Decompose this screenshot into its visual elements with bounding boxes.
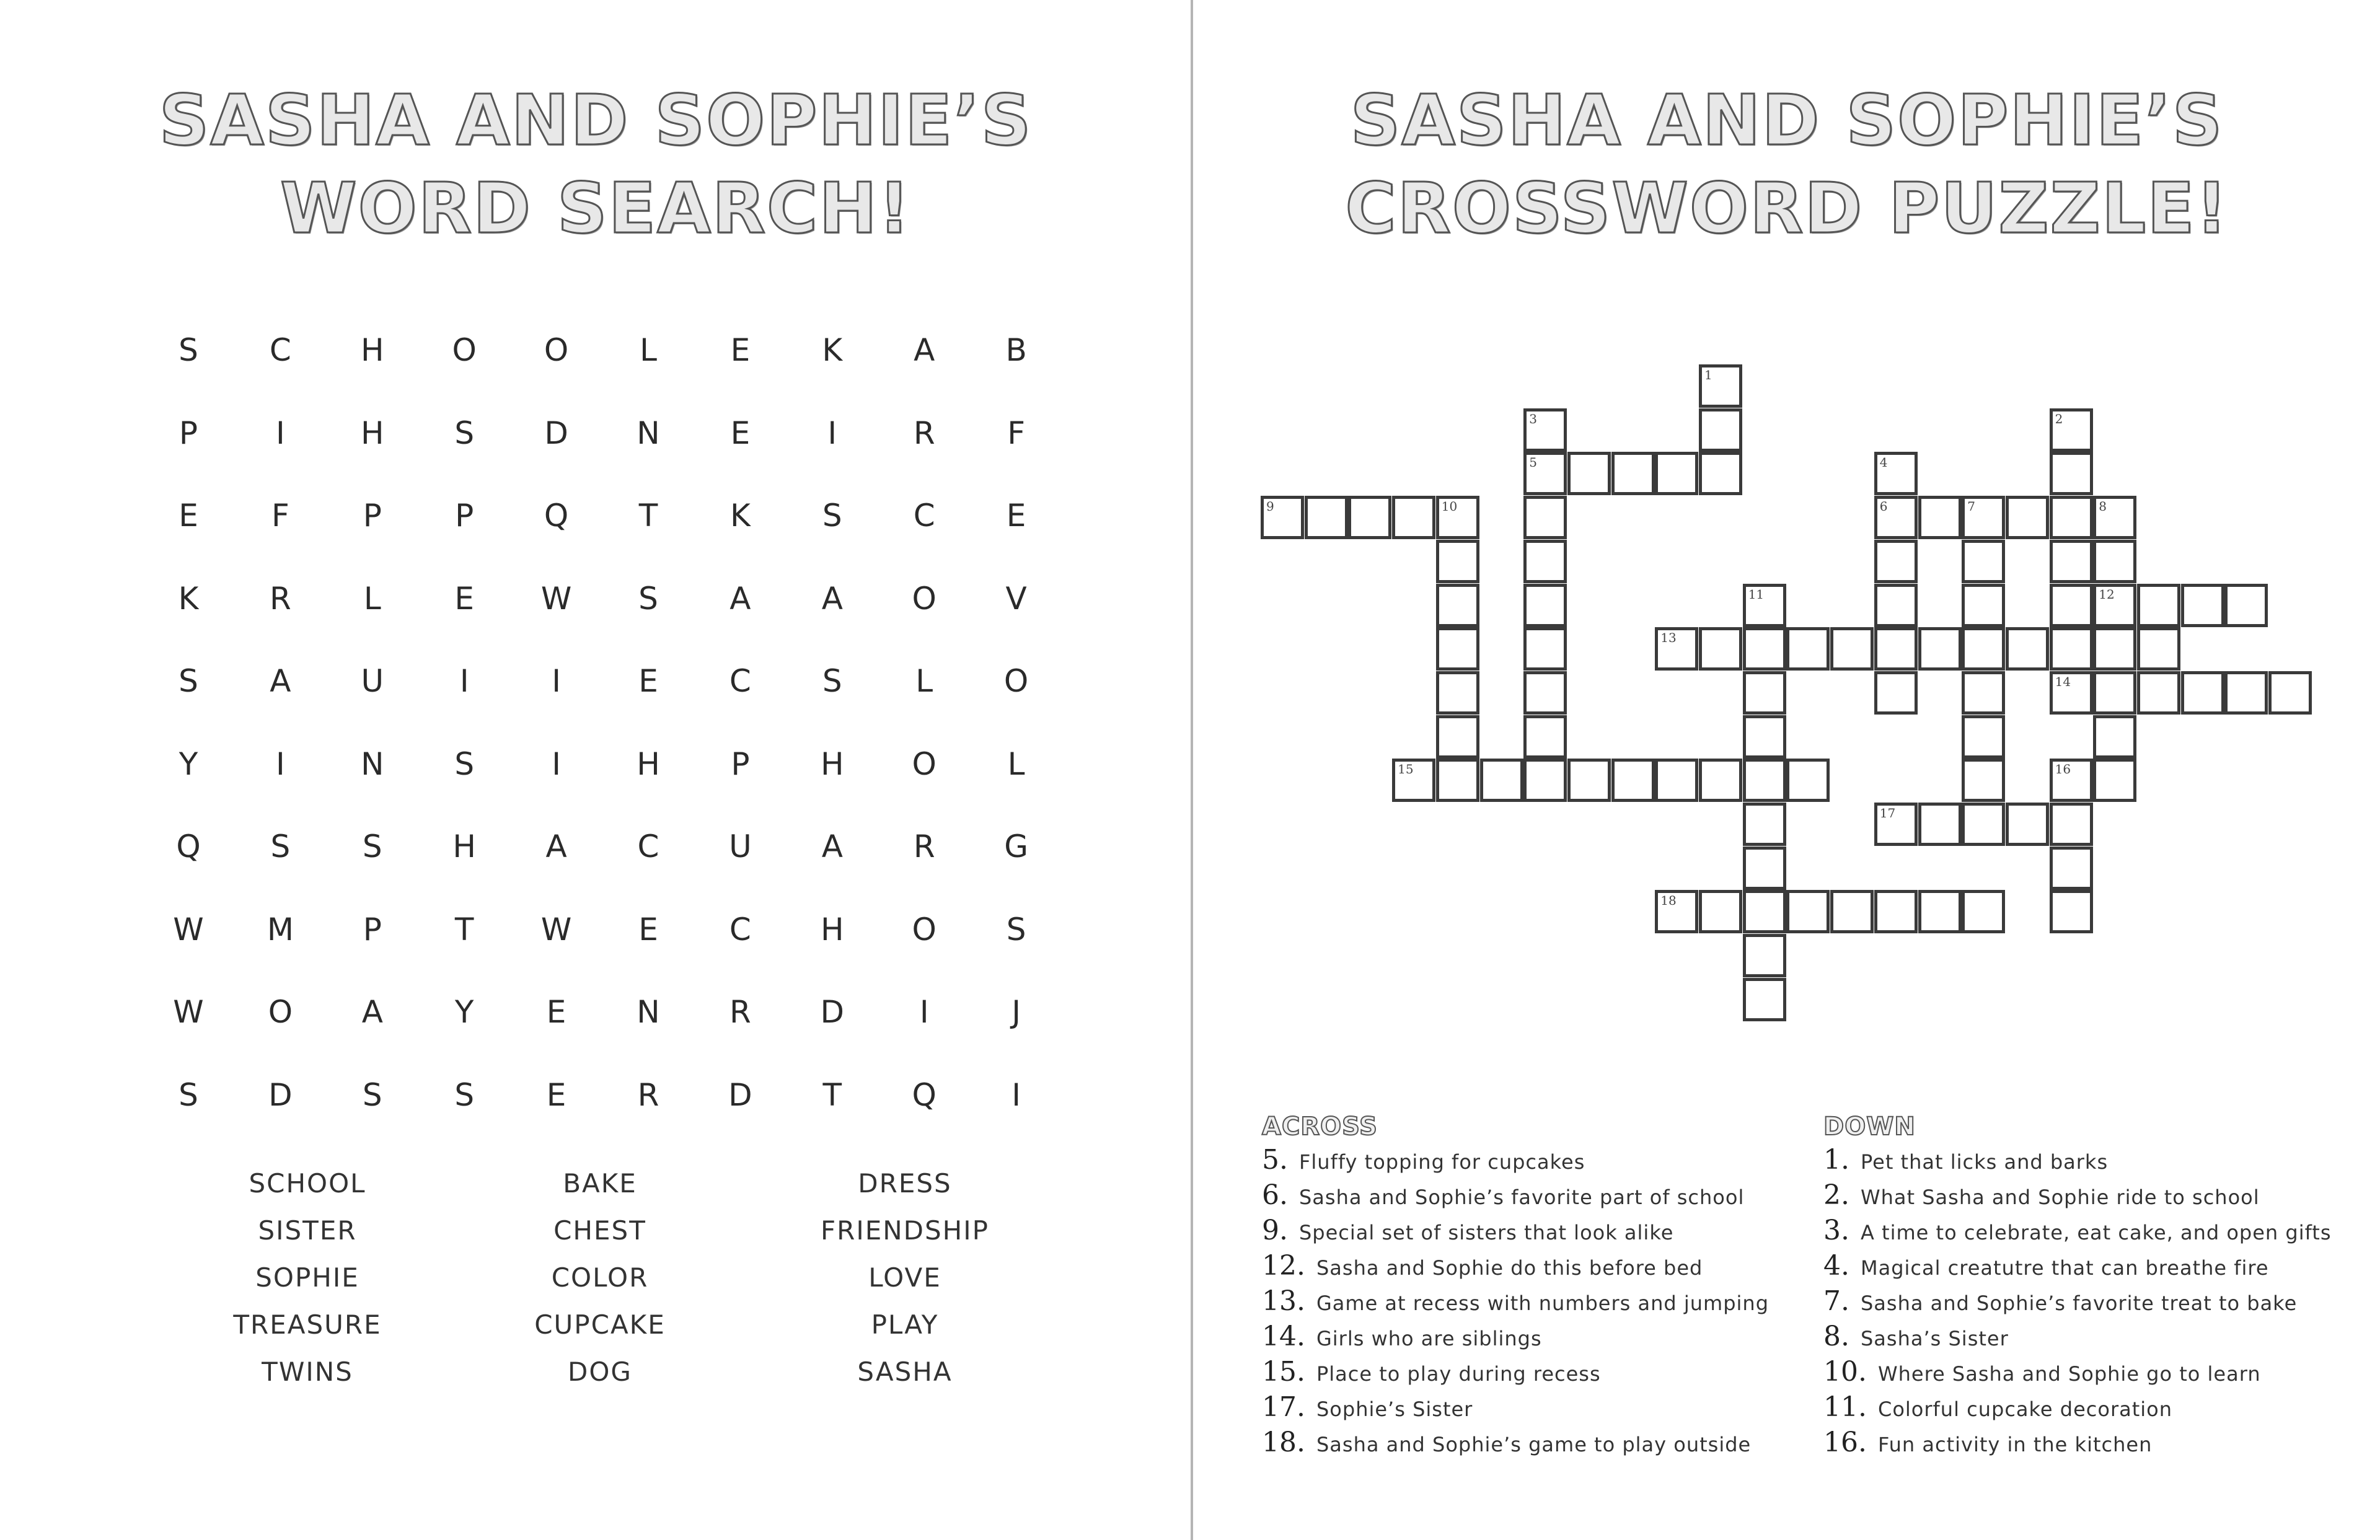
crossword-cell[interactable] bbox=[1523, 496, 1567, 539]
crossword-cell[interactable] bbox=[1523, 452, 1567, 495]
crossword-cell[interactable] bbox=[1743, 847, 1786, 890]
clue-number: 14. bbox=[1262, 1321, 1305, 1352]
word-list-item: SISTER bbox=[258, 1215, 357, 1246]
word-search-letter: O bbox=[912, 911, 937, 948]
crossword-cell[interactable] bbox=[1874, 671, 1918, 715]
crossword-cell[interactable] bbox=[1786, 759, 1830, 802]
crossword-cell[interactable] bbox=[2050, 540, 2093, 583]
down-clue bbox=[1823, 1215, 2332, 1249]
word-search-title-line1: SASHA AND SOPHIE’S bbox=[159, 81, 1033, 161]
crossword-cell[interactable] bbox=[1523, 540, 1567, 583]
crossword-cell[interactable] bbox=[1918, 890, 1962, 933]
crossword-cell[interactable] bbox=[1655, 452, 1698, 495]
crossword-cell[interactable] bbox=[1743, 890, 1786, 933]
crossword-cell[interactable] bbox=[1874, 584, 1918, 627]
word-search-letter: H bbox=[820, 911, 844, 948]
crossword-cell[interactable] bbox=[1523, 408, 1567, 452]
word-search-letter: J bbox=[1011, 994, 1021, 1030]
crossword-cell[interactable] bbox=[1436, 715, 1479, 759]
word-search-letter: W bbox=[173, 911, 204, 948]
word-search-letter: S bbox=[270, 829, 291, 865]
word-search-letter: S bbox=[362, 829, 382, 865]
word-search-letter: R bbox=[913, 829, 935, 865]
word-search-letter: U bbox=[361, 663, 384, 699]
clue-text: Special set of sisters that look alike bbox=[1298, 1221, 1674, 1244]
word-search-letter: E bbox=[178, 498, 198, 534]
crossword-cell[interactable] bbox=[1743, 584, 1786, 627]
word-search-letter: H bbox=[637, 746, 660, 782]
clue-text: Place to play during recess bbox=[1316, 1362, 1601, 1386]
word-search-letter: F bbox=[271, 498, 289, 534]
word-list-item: DOG bbox=[568, 1357, 632, 1387]
word-search-letter: S bbox=[454, 415, 475, 451]
clue-number: 5. bbox=[1262, 1144, 1288, 1176]
crossword-cell[interactable] bbox=[2224, 584, 2268, 627]
clue-text: A time to celebrate, eat cake, and open gifts bbox=[1860, 1221, 2332, 1244]
word-search-letter: S bbox=[454, 746, 475, 782]
word-search-letter: C bbox=[729, 911, 751, 948]
word-search-letter: W bbox=[540, 580, 572, 617]
word-search-letter: A bbox=[914, 332, 935, 368]
word-search-letter: T bbox=[454, 911, 474, 948]
across-heading: ACROSS bbox=[1262, 1112, 1378, 1141]
crossword-cell[interactable] bbox=[1567, 759, 1611, 802]
crossword-cell[interactable] bbox=[1523, 671, 1567, 715]
word-search-letter: V bbox=[1005, 580, 1027, 617]
word-search-letter: U bbox=[729, 829, 752, 865]
word-search-letter: A bbox=[270, 663, 291, 699]
word-search-letter: K bbox=[822, 332, 843, 368]
crossword-cell[interactable] bbox=[1743, 715, 1786, 759]
word-search-letter: Y bbox=[454, 994, 474, 1030]
word-search-letter: Y bbox=[178, 746, 198, 782]
crossword-cell[interactable] bbox=[1699, 627, 1742, 671]
word-search-letter: H bbox=[452, 829, 476, 865]
clue-text: Fun activity in the kitchen bbox=[1877, 1433, 2153, 1456]
word-list-item: LOVE bbox=[868, 1262, 941, 1293]
clue-number: 18. bbox=[1262, 1427, 1305, 1458]
word-search-letter: K bbox=[178, 580, 199, 617]
crossword-cell[interactable] bbox=[1743, 671, 1786, 715]
crossword-cell[interactable] bbox=[1523, 584, 1567, 627]
across-clue bbox=[1262, 1285, 1769, 1320]
crossword-cell[interactable] bbox=[2093, 759, 2136, 802]
crossword-cell-number: 2 bbox=[2055, 411, 2063, 426]
clue-text: Sophie’s Sister bbox=[1316, 1397, 1473, 1421]
word-list-item: TWINS bbox=[262, 1357, 353, 1387]
crossword-cell[interactable] bbox=[2050, 803, 2093, 846]
crossword-cell[interactable] bbox=[2050, 496, 2093, 539]
crossword-cell-number: 6 bbox=[1879, 499, 1888, 514]
clue-number: 13. bbox=[1262, 1285, 1305, 1317]
across-clue bbox=[1262, 1321, 1542, 1355]
crossword-cell[interactable] bbox=[1962, 715, 2005, 759]
crossword-cell[interactable] bbox=[1699, 452, 1742, 495]
crossword-cell[interactable] bbox=[1962, 803, 2005, 846]
word-search-letter: G bbox=[1004, 829, 1028, 865]
crossword-cell[interactable] bbox=[1962, 759, 2005, 802]
word-search-letter: C bbox=[637, 829, 659, 865]
crossword-cell[interactable] bbox=[1392, 759, 1435, 802]
word-search-letter: N bbox=[361, 746, 384, 782]
crossword-cell[interactable] bbox=[2137, 627, 2180, 671]
word-search-letter: W bbox=[173, 994, 204, 1030]
clue-text: Fluffy topping for cupcakes bbox=[1298, 1150, 1585, 1174]
word-search-letter: S bbox=[822, 663, 842, 699]
crossword-cell-number: 15 bbox=[1398, 762, 1414, 777]
word-list-item: BAKE bbox=[563, 1168, 637, 1199]
crossword-cell[interactable] bbox=[1918, 496, 1962, 539]
crossword-cell[interactable] bbox=[1830, 890, 1874, 933]
crossword-cell-number: 7 bbox=[1967, 499, 1975, 514]
word-search-letter: I bbox=[552, 746, 561, 782]
word-list-item: CHEST bbox=[553, 1215, 646, 1246]
word-search-letter: K bbox=[729, 498, 751, 534]
crossword-cell[interactable] bbox=[2050, 671, 2093, 715]
crossword-cell[interactable] bbox=[1962, 584, 2005, 627]
crossword-cell-number: 14 bbox=[2055, 674, 2071, 689]
clue-text: Sasha and Sophie’s favorite part of school bbox=[1298, 1186, 1745, 1209]
word-list-item: SOPHIE bbox=[255, 1262, 359, 1293]
word-search-letter: T bbox=[822, 1076, 842, 1113]
clue-text: Sasha and Sophie’s game to play outside bbox=[1316, 1433, 1752, 1456]
word-search-letter: E bbox=[546, 994, 566, 1030]
crossword-cell[interactable] bbox=[2268, 671, 2312, 715]
word-search-letter: S bbox=[178, 332, 198, 368]
word-search-letter: P bbox=[363, 498, 382, 534]
clue-number: 4. bbox=[1823, 1250, 1849, 1282]
crossword-cell-number: 9 bbox=[1266, 499, 1274, 514]
crossword-title-line2: CROSSWORD PUZZLE! bbox=[1345, 169, 2229, 249]
crossword-cell[interactable] bbox=[2181, 671, 2224, 715]
crossword-cell[interactable] bbox=[2224, 671, 2268, 715]
crossword-cell[interactable] bbox=[1655, 759, 1698, 802]
crossword-cell[interactable] bbox=[2137, 671, 2180, 715]
crossword-cell-number: 11 bbox=[1748, 586, 1765, 602]
word-search-letter: O bbox=[912, 580, 937, 617]
crossword-cell[interactable] bbox=[1743, 803, 1786, 846]
clue-text: Game at recess with numbers and jumping bbox=[1316, 1291, 1769, 1315]
crossword-cell[interactable] bbox=[1523, 759, 1567, 802]
word-search-letter: W bbox=[540, 911, 572, 948]
word-search-letter: O bbox=[912, 746, 937, 782]
crossword-cell[interactable] bbox=[1699, 890, 1742, 933]
crossword-cell[interactable] bbox=[2050, 847, 2093, 890]
word-list-item: CUPCAKE bbox=[534, 1309, 666, 1340]
clue-text: Magical creatutre that can breathe fire bbox=[1860, 1256, 2269, 1280]
crossword-cell[interactable] bbox=[1786, 890, 1830, 933]
clue-number: 2. bbox=[1823, 1179, 1849, 1211]
word-search-letter: O bbox=[268, 994, 293, 1030]
word-search-letter: O bbox=[1003, 663, 1029, 699]
word-search-letter: L bbox=[640, 332, 657, 368]
crossword-cell[interactable] bbox=[1743, 978, 1786, 1021]
word-search-letter: S bbox=[1006, 911, 1026, 948]
word-search-letter: C bbox=[729, 663, 751, 699]
clue-number: 7. bbox=[1823, 1285, 1849, 1317]
word-list-item: DRESS bbox=[858, 1168, 952, 1199]
down-clue bbox=[1823, 1356, 2261, 1391]
word-search-letter: P bbox=[455, 498, 474, 534]
word-search-letter: R bbox=[913, 415, 935, 451]
crossword-cell[interactable] bbox=[1567, 452, 1611, 495]
crossword-cell[interactable] bbox=[1436, 584, 1479, 627]
crossword-cell[interactable] bbox=[1918, 803, 1962, 846]
word-search-letter: T bbox=[638, 498, 658, 534]
crossword-cell[interactable] bbox=[2006, 627, 2049, 671]
word-search-letter: S bbox=[178, 663, 198, 699]
word-search-letter: E bbox=[730, 415, 751, 451]
crossword-cell[interactable] bbox=[1261, 496, 1304, 539]
word-list-item: COLOR bbox=[551, 1262, 649, 1293]
crossword-cell[interactable] bbox=[1436, 671, 1479, 715]
word-search-letter: D bbox=[820, 994, 845, 1030]
clue-number: 10. bbox=[1823, 1356, 1867, 1388]
word-search-letter: C bbox=[269, 332, 291, 368]
down-clue bbox=[1823, 1391, 2172, 1426]
crossword-cell[interactable] bbox=[1918, 627, 1962, 671]
word-search-letter: I bbox=[827, 415, 837, 451]
word-search-letter: Q bbox=[176, 829, 201, 865]
clue-text: Where Sasha and Sophie go to learn bbox=[1877, 1362, 2261, 1386]
down-clue bbox=[1823, 1321, 2009, 1355]
word-search-letter: S bbox=[178, 1076, 198, 1113]
down-heading: DOWN bbox=[1823, 1112, 1916, 1141]
across-clue bbox=[1262, 1144, 1585, 1179]
crossword-title-line1: SASHA AND SOPHIE’S bbox=[1350, 81, 2224, 161]
crossword-cell[interactable] bbox=[1699, 364, 1742, 408]
crossword-cell[interactable] bbox=[1962, 671, 2005, 715]
crossword-cell[interactable] bbox=[2093, 540, 2136, 583]
word-list-item: FRIENDSHIP bbox=[821, 1215, 989, 1246]
across-clue bbox=[1262, 1179, 1744, 1214]
crossword-cell[interactable] bbox=[1830, 627, 1874, 671]
crossword-cell[interactable] bbox=[1436, 496, 1479, 539]
word-search-letter: H bbox=[360, 332, 384, 368]
word-list-item: SCHOOL bbox=[249, 1168, 366, 1199]
word-search-letter: E bbox=[546, 1076, 566, 1113]
word-search-letter: L bbox=[1007, 746, 1025, 782]
crossword-cell[interactable] bbox=[1480, 759, 1523, 802]
word-search-letter: L bbox=[363, 580, 381, 617]
across-clue bbox=[1262, 1427, 1751, 1461]
crossword-cell[interactable] bbox=[1699, 408, 1742, 452]
crossword-cell-number: 16 bbox=[2055, 762, 2071, 777]
word-search-letter: D bbox=[728, 1076, 752, 1113]
crossword-cell-number: 12 bbox=[2099, 586, 2115, 602]
word-list-item: TREASURE bbox=[233, 1309, 382, 1340]
across-clue bbox=[1262, 1356, 1601, 1391]
word-search-letter: E bbox=[454, 580, 474, 617]
clue-number: 12. bbox=[1262, 1250, 1305, 1282]
crossword-cell[interactable] bbox=[1611, 759, 1655, 802]
across-clue bbox=[1262, 1250, 1703, 1285]
crossword-cell-number: 3 bbox=[1529, 411, 1537, 426]
crossword-cell[interactable] bbox=[1523, 715, 1567, 759]
clue-number: 6. bbox=[1262, 1179, 1288, 1211]
down-clue bbox=[1823, 1285, 2297, 1320]
crossword-cell[interactable] bbox=[1874, 890, 1918, 933]
word-search-letter: S bbox=[638, 580, 658, 617]
word-search-letter: D bbox=[544, 415, 568, 451]
crossword-cell[interactable] bbox=[2050, 452, 2093, 495]
word-search-letter: I bbox=[276, 746, 285, 782]
crossword-cell[interactable] bbox=[1655, 890, 1698, 933]
clue-text: Sasha’s Sister bbox=[1860, 1327, 2009, 1350]
word-search-title-line2: WORD SEARCH! bbox=[280, 169, 912, 249]
crossword-cell-number: 5 bbox=[1529, 455, 1537, 470]
word-search-letter: S bbox=[362, 1076, 382, 1113]
crossword-cell[interactable] bbox=[2006, 803, 2049, 846]
crossword-cell-number: 8 bbox=[2099, 499, 2107, 514]
word-search-letter: I bbox=[552, 663, 561, 699]
word-search-letter: P bbox=[178, 415, 198, 451]
clue-number: 8. bbox=[1823, 1321, 1849, 1352]
clue-number: 17. bbox=[1262, 1391, 1305, 1423]
word-search-letter: H bbox=[820, 746, 844, 782]
crossword-cell-number: 17 bbox=[1879, 806, 1896, 821]
word-search-letter: O bbox=[544, 332, 569, 368]
word-search-letter: N bbox=[637, 415, 660, 451]
clue-number: 15. bbox=[1262, 1356, 1305, 1388]
crossword-cell[interactable] bbox=[1874, 452, 1918, 495]
across-clue bbox=[1262, 1391, 1473, 1426]
crossword-cell[interactable] bbox=[1436, 540, 1479, 583]
clue-text: What Sasha and Sophie ride to school bbox=[1860, 1186, 2260, 1209]
word-search-letter: P bbox=[731, 746, 750, 782]
word-search-letter: F bbox=[1007, 415, 1025, 451]
crossword-cell-number: 18 bbox=[1660, 893, 1677, 909]
crossword-cell[interactable] bbox=[1786, 627, 1830, 671]
clue-text: Sasha and Sophie do this before bed bbox=[1316, 1256, 1703, 1280]
crossword-cell[interactable] bbox=[1699, 759, 1742, 802]
word-search-letter: I bbox=[459, 663, 469, 699]
crossword-cell[interactable] bbox=[2050, 627, 2093, 671]
word-search-letter: C bbox=[913, 498, 935, 534]
word-search-letter: E bbox=[638, 911, 658, 948]
down-clue bbox=[1823, 1144, 2108, 1179]
clue-text: Colorful cupcake decoration bbox=[1877, 1397, 2173, 1421]
crossword-cell[interactable] bbox=[2093, 715, 2136, 759]
crossword-cell[interactable] bbox=[2093, 496, 2136, 539]
crossword-cell[interactable] bbox=[1305, 496, 1348, 539]
word-search-letter: A bbox=[821, 829, 843, 865]
word-search-letter: A bbox=[361, 994, 383, 1030]
word-search-letter: O bbox=[452, 332, 477, 368]
crossword-cell[interactable] bbox=[1436, 627, 1479, 671]
word-search-letter: Q bbox=[544, 498, 569, 534]
crossword-cell[interactable] bbox=[1743, 934, 1786, 977]
crossword-cell[interactable] bbox=[1874, 803, 1918, 846]
clue-text: Pet that licks and barks bbox=[1860, 1150, 2109, 1174]
crossword-cell[interactable] bbox=[2050, 584, 2093, 627]
page-divider bbox=[1191, 0, 1193, 1540]
word-search-letter: A bbox=[729, 580, 751, 617]
word-search-letter: I bbox=[276, 415, 285, 451]
down-clue bbox=[1823, 1427, 2152, 1461]
clue-text: Girls who are siblings bbox=[1316, 1327, 1542, 1350]
crossword-cell[interactable] bbox=[2093, 584, 2136, 627]
clue-number: 16. bbox=[1823, 1427, 1867, 1458]
word-search-letter: E bbox=[730, 332, 751, 368]
crossword-cell[interactable] bbox=[1655, 627, 1698, 671]
word-search-letter: E bbox=[1006, 498, 1026, 534]
word-search-letter: D bbox=[268, 1076, 293, 1113]
word-search-letter: L bbox=[915, 663, 933, 699]
word-search-grid bbox=[144, 319, 1042, 1137]
crossword-cell[interactable] bbox=[2050, 890, 2093, 933]
crossword-grid bbox=[1262, 366, 2316, 992]
crossword-cell[interactable] bbox=[1523, 627, 1567, 671]
word-search-letter: E bbox=[638, 663, 658, 699]
crossword-cell[interactable] bbox=[2006, 496, 2049, 539]
word-search-letter: N bbox=[637, 994, 660, 1030]
crossword-cell[interactable] bbox=[1348, 496, 1391, 539]
word-search-letter: R bbox=[270, 580, 291, 617]
crossword-cell[interactable] bbox=[1874, 627, 1918, 671]
crossword-cell-number: 10 bbox=[1441, 499, 1458, 514]
crossword-cell[interactable] bbox=[2137, 584, 2180, 627]
crossword-cell[interactable] bbox=[2050, 408, 2093, 452]
crossword-cell[interactable] bbox=[1962, 627, 2005, 671]
crossword-cell[interactable] bbox=[2093, 627, 2136, 671]
crossword-cell[interactable] bbox=[1874, 496, 1918, 539]
word-search-letter: R bbox=[637, 1076, 659, 1113]
word-search-letter: M bbox=[267, 911, 294, 948]
crossword-cell-number: 1 bbox=[1704, 367, 1712, 382]
crossword-cell-number: 13 bbox=[1660, 630, 1677, 646]
crossword-cell-number: 4 bbox=[1879, 455, 1888, 470]
crossword-cell[interactable] bbox=[1962, 890, 2005, 933]
clue-number: 11. bbox=[1823, 1391, 1867, 1423]
crossword-cell[interactable] bbox=[1436, 759, 1479, 802]
clue-text: Sasha and Sophie’s favorite treat to bake bbox=[1860, 1291, 2298, 1315]
word-search-letter: H bbox=[360, 415, 384, 451]
crossword-cell[interactable] bbox=[1743, 627, 1786, 671]
word-search-letter: B bbox=[1005, 332, 1027, 368]
crossword-cell[interactable] bbox=[2050, 759, 2093, 802]
clue-number: 1. bbox=[1823, 1144, 1849, 1176]
crossword-cell[interactable] bbox=[1962, 540, 2005, 583]
crossword-cell[interactable] bbox=[1611, 452, 1655, 495]
word-search-letter: I bbox=[919, 994, 929, 1030]
word-search-letter: S bbox=[454, 1076, 475, 1113]
crossword-cell[interactable] bbox=[2093, 671, 2136, 715]
crossword-cell[interactable] bbox=[1874, 540, 1918, 583]
word-search-letter: S bbox=[822, 498, 842, 534]
word-search-letter: P bbox=[363, 911, 382, 948]
word-search-letter: A bbox=[545, 829, 567, 865]
clue-number: 3. bbox=[1823, 1215, 1849, 1246]
across-clue bbox=[1262, 1215, 1673, 1249]
word-list-item: SASHA bbox=[857, 1357, 953, 1387]
word-search-letter: A bbox=[821, 580, 843, 617]
word-search-letter: Q bbox=[912, 1076, 937, 1113]
word-list bbox=[186, 1165, 1016, 1413]
clue-number: 9. bbox=[1262, 1215, 1288, 1246]
down-clue bbox=[1823, 1250, 2269, 1285]
word-list-item: PLAY bbox=[871, 1309, 939, 1340]
crossword-cell[interactable] bbox=[1743, 759, 1786, 802]
down-clue bbox=[1823, 1179, 2260, 1214]
word-search-letter: R bbox=[729, 994, 751, 1030]
word-search-letter: I bbox=[1011, 1076, 1021, 1113]
crossword-cell[interactable] bbox=[1962, 496, 2005, 539]
crossword-cell[interactable] bbox=[1392, 496, 1435, 539]
crossword-cell[interactable] bbox=[2181, 584, 2224, 627]
